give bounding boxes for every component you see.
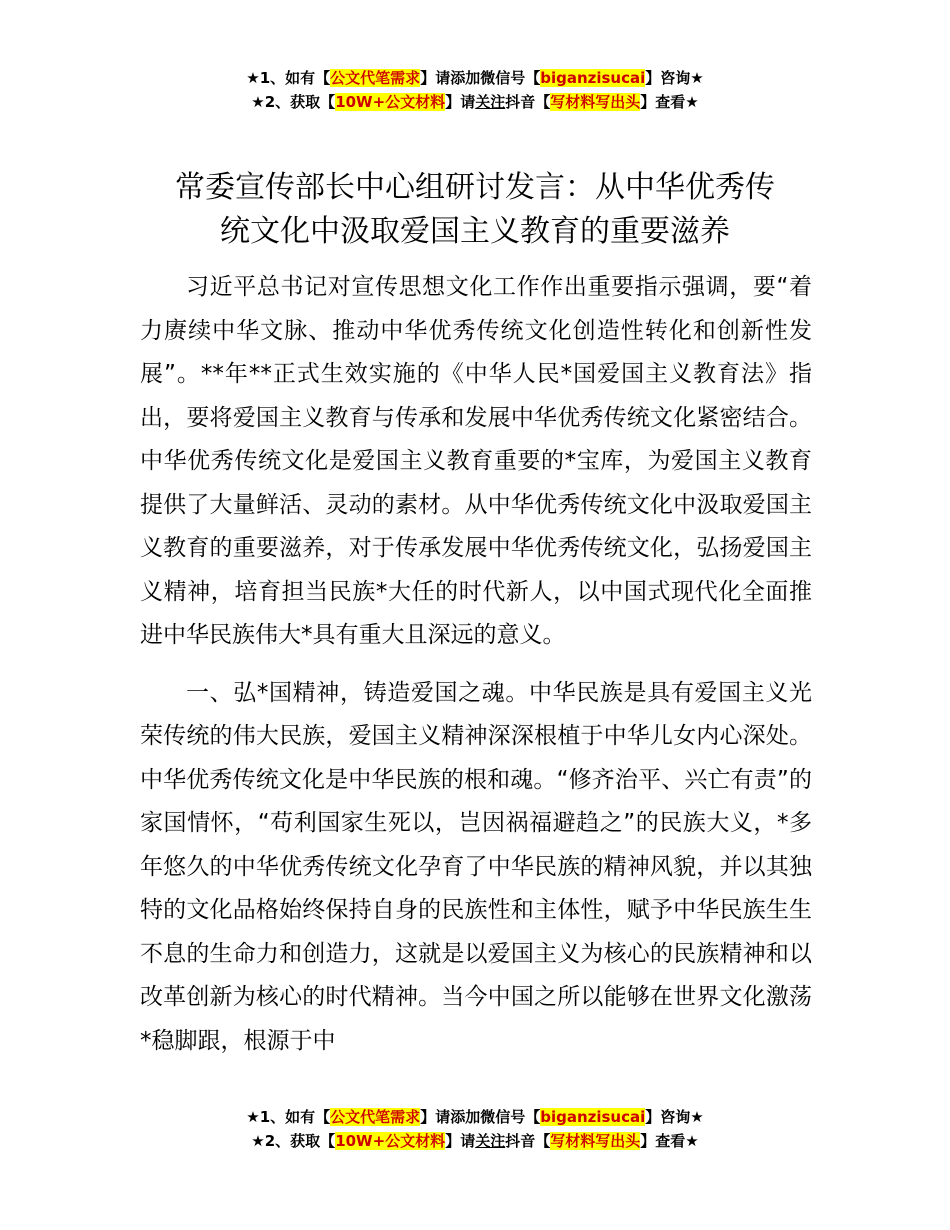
banner-underlined-text: 关注 — [475, 93, 506, 111]
banner-highlight: 10W+公文材料 — [335, 93, 446, 111]
header-banner — [0, 66, 950, 114]
banner-text: ★1、如有【 — [246, 1108, 331, 1126]
banner-text: 】请 — [445, 93, 476, 111]
banner-text: 】请添加微信号【 — [420, 1108, 541, 1126]
banner-highlight: 10W+公文材料 — [335, 1132, 446, 1150]
footer-banner — [0, 1105, 950, 1153]
body-paragraph-1: 习近平总书记对宣传思想文化工作作出重要指示强调，要“着力赓续中华文脉、推动中华优秀传统文化创造性转化和创新性发展”。**年**正式生效实施的《中华人民*国爱国主义教育法》指出，要将爱国主义教育与传承和发展中华优秀传统文化紧密结合。中华优秀传统文化是爱国主义教育重要的*宝库，为爱国主义教育提供了大量鲜活、灵动的素材。从中华优秀传统文化中汲取爱国主义教育的重要滋养，对于传承发展中华优秀传统文化，弘扬爱国主义精神，培育担当民族*大任的时代新人，以中国式现代化全面推进中华民族伟大*具有重大且深远的意义。 — [140, 274, 812, 648]
banner-line-1 — [0, 66, 950, 90]
banner-text: 】请添加微信号【 — [420, 69, 541, 87]
banner-text: ★2、获取【 — [251, 93, 336, 111]
banner-line-1 — [0, 1105, 950, 1129]
banner-text: 】查看★ — [640, 93, 699, 111]
banner-highlight: biganzisucai — [540, 1108, 646, 1126]
title-line-2: 统文化中汲取爱国主义教育的重要滋养 — [220, 214, 730, 249]
banner-highlight: 写材料写出头 — [550, 1132, 641, 1150]
banner-text: 抖音【 — [505, 93, 551, 111]
banner-underlined-text: 关注 — [475, 1132, 506, 1150]
banner-text: ★1、如有【 — [246, 69, 331, 87]
banner-highlight: biganzisucai — [540, 69, 646, 87]
banner-highlight: 公文代笔需求 — [330, 69, 421, 87]
banner-text: 】咨询★ — [645, 1108, 704, 1126]
banner-text: ★2、获取【 — [251, 1132, 336, 1150]
document-body — [140, 266, 812, 1063]
banner-text: 】咨询★ — [645, 69, 704, 87]
banner-text: 】查看★ — [640, 1132, 699, 1150]
document-title — [0, 166, 950, 254]
body-paragraph-2: 一、弘*国精神，铸造爱国之魂。中华民族是具有爱国主义光荣传统的伟大民族，爱国主义精神深深根植于中华儿女内心深处。中华优秀传统文化是中华民族的根和魂。“修齐治平、兴亡有责”的家国情怀，“苟利国家生死以，岂因祸福避趋之”的民族大义，*多年悠久的中华优秀传统文化孕育了中华民族的精神风貌，并以其独特的文化品格始终保持自身的民族性和主体性，赋予中华民族生生不息的生命力和创造力，这就是以爱国主义为核心的民族精神和以改革创新为核心的时代精神。当今中国之所以能够在世界文化激荡*稳脚跟，根源于中 — [140, 679, 812, 1054]
title-line-1: 常委宣传部长中心组研讨发言：从中华优秀传 — [175, 170, 775, 205]
banner-text: 】请 — [445, 1132, 476, 1150]
banner-line-2 — [0, 90, 950, 114]
banner-line-2 — [0, 1129, 950, 1153]
banner-text: 抖音【 — [505, 1132, 551, 1150]
banner-highlight: 写材料写出头 — [550, 93, 641, 111]
banner-highlight: 公文代笔需求 — [330, 1108, 421, 1126]
